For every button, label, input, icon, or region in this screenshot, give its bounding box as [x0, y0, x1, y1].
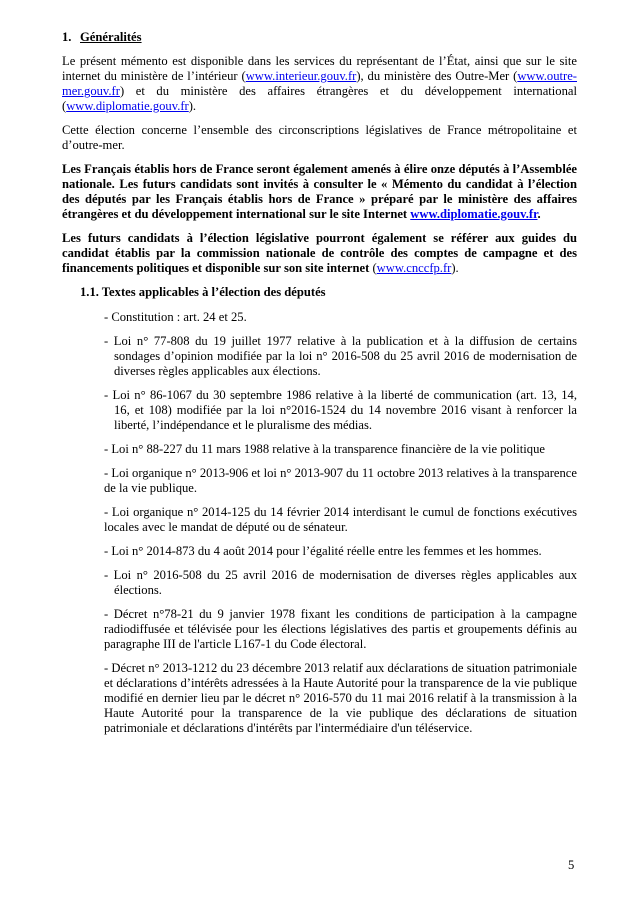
- diplomatie-link-2[interactable]: www.diplomatie.gouv.fr: [410, 207, 538, 221]
- intro-text-1: Le présent mémento est disponible dans les services du représentant de l’État, ainsi que sur le site internet du ministère de l’intérieur (: [62, 54, 577, 83]
- cnccfp-open: (: [369, 261, 377, 275]
- list-item: - Loi organique n° 2014-125 du 14 février 2014 interdisant le cumul de fonctions exécutives locales avec le mandat de député ou de sénateur.: [104, 505, 577, 534]
- section-title: Généralités: [80, 30, 142, 44]
- interieur-link[interactable]: www.interieur.gouv.fr: [245, 69, 357, 83]
- french-abroad-end: .: [537, 207, 541, 221]
- intro-text-4: ).: [188, 99, 197, 113]
- list-item: - Loi n° 88-227 du 11 mars 1988 relative à la transparence financière de la vie politique: [104, 442, 545, 456]
- section-number: 1.: [62, 30, 72, 44]
- outre-mer-link[interactable]: www.outre-mer.gouv.fr: [62, 69, 577, 98]
- legal-texts-list: [104, 310, 577, 736]
- list-item: - Loi n° 2016-508 du 25 avril 2016 de modernisation de diverses règles applicables aux élections.: [104, 568, 577, 597]
- french-abroad-text: Les Français établis hors de France seront également amenés à élire onze députés à l’Assemblée nationale. Les futurs candidats sont invités à consulter le « Mémento du candidat à l’élection des députés par les Français établis hors de France » préparé par le ministère des affaires étrangères et du développement international sur le site Internet: [62, 162, 577, 221]
- diplomatie-link[interactable]: www.diplomatie.gouv.fr: [66, 99, 189, 113]
- scope-paragraph: Cette élection concerne l’ensemble des circonscriptions législatives de France métropolitaine et d’outre-mer.: [62, 123, 577, 152]
- intro-paragraph: [62, 54, 577, 114]
- page-number: 5: [568, 858, 575, 872]
- intro-text-2: ), du ministère des Outre-Mer (: [356, 69, 518, 83]
- list-item: - Loi organique n° 2013-906 et loi n° 2013-907 du 11 octobre 2013 relatives à la transparence de la vie publique.: [104, 466, 577, 495]
- subsection-heading: 1.1. Textes applicables à l’élection des députés: [80, 285, 326, 299]
- cnccfp-end: ).: [451, 261, 459, 275]
- cnccfp-link[interactable]: www.cnccfp.fr: [376, 261, 452, 275]
- section-heading: [62, 30, 577, 45]
- list-item: - Loi n° 2014-873 du 4 août 2014 pour l’égalité réelle entre les femmes et les hommes.: [104, 544, 542, 558]
- document-page: [62, 30, 577, 745]
- cnccfp-text: Les futurs candidats à l’élection législative pourront également se référer aux guides du candidat établis par la commission nationale de contrôle des comptes de campagne et des financements politiques et disponible sur son site internet: [62, 231, 577, 275]
- list-item: - Loi n° 86-1067 du 30 septembre 1986 relative à la liberté de communication (art. 13, 14, 16, et 108) modifiée par la loi n°2016-1524 du 14 novembre 2016 visant à renforcer la liberté, l’indépendance et le pluralisme des médias.: [104, 388, 577, 432]
- list-item: - Décret n° 2013-1212 du 23 décembre 2013 relatif aux déclarations de situation patrimoniale et déclarations d’intérêts adressées à la Haute Autorité pour la transparence de la vie publique modifié en dernier lieu par le décret n° 2016-570 du 11 mai 2016 relatif à la transmission à la Haute Autorité pour la transparence de la vie publique des déclarations de situation patrimoniale et déclarations d'intérêts par l'intermédiaire d'un téléservice.: [104, 661, 577, 735]
- list-item: - Constitution : art. 24 et 25.: [104, 310, 247, 324]
- list-item: - Loi n° 77-808 du 19 juillet 1977 relative à la publication et à la diffusion de certains sondages d’opinion modifiée par la loi n° 2016-508 du 25 avril 2016 de modernisation de diverses règles applicables aux élections.: [104, 334, 577, 378]
- cnccfp-paragraph: [62, 231, 577, 276]
- intro-text-3: ) et du ministère des affaires étrangères et du développement international (: [62, 84, 577, 113]
- list-item: - Décret n°78-21 du 9 janvier 1978 fixant les conditions de participation à la campagne radiodiffusée et télévisée pour les élections législatives des partis et groupements définis au paragraphe III de l'article L167-1 du Code électoral.: [104, 607, 577, 651]
- french-abroad-paragraph: [62, 162, 577, 222]
